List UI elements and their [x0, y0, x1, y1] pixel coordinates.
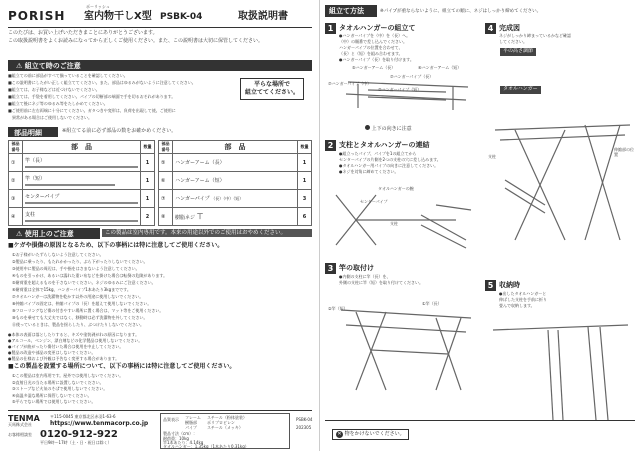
spec-frame-value: スチール（粉体塗装）	[207, 415, 247, 420]
warning-item: ①お子様がいたずらしないよう注意してください。	[12, 252, 104, 257]
warning-item: ③使用中に製品の周辺は、手や指をはさまないよう注意してください。	[12, 266, 140, 271]
placement-item: ⑤平らでない場所では使用しないでください。	[12, 399, 96, 404]
label-pipe-short: ⑦ハンガーパイプ（短）	[378, 87, 422, 92]
company-address: 〒115-0045 東京都北区赤羽1-63-6	[50, 414, 116, 419]
use-notes-sub: この製品は室内専用です。本来の用途以外でのご使用はおやめください。	[102, 229, 312, 237]
step-4-text	[499, 33, 634, 45]
label-stand: 支柱	[390, 221, 398, 226]
warning-item: ②製品に乗ったり、もたれかかったり、ぶら下がったりしないでください。	[12, 259, 148, 264]
step-3-title: 竿の取付け	[339, 264, 374, 272]
load-per-pole: 竿1本あたり：4.14kg	[163, 440, 204, 445]
table-row	[9, 172, 155, 190]
part-cell	[173, 208, 298, 226]
placement-item: ④高温多湿な場所に保管しないでください。	[12, 392, 92, 398]
step-text: ●タオルハンガー用パイプの向きに注意してください。	[339, 163, 439, 168]
warning-item: ⑤耐荷重を超えるものを干さないでください。ネジのゆるみにご注意ください。	[12, 280, 156, 285]
assembly-notes-header: ⚠ 組立て時のご注意	[8, 60, 312, 71]
part-cell	[23, 208, 141, 226]
label-pipe-medium: ⑦ハンガーパイプ（中）	[328, 81, 372, 86]
col-no: 部品番号	[9, 141, 23, 154]
manual-title: 取扱説明書	[238, 11, 288, 22]
placement-title: ■この製品を設置する場所について、以下の事柄には特に注意してご使用ください。	[8, 363, 236, 370]
step-2-text	[339, 151, 479, 175]
parts-table-header	[9, 141, 155, 154]
spec-pipe-value: スチール（メッキ）	[207, 425, 243, 430]
small-notes	[8, 332, 308, 362]
intro-line-2: この取扱説明書をよくお読みになってから正しくご使用ください。また、この説明書は大切に保管してください。	[8, 38, 264, 44]
right-page	[320, 0, 640, 451]
col-part: 部 品	[173, 141, 298, 154]
label-pipe-long: ⑦ハンガーパイプ（長）	[390, 74, 434, 79]
part-cell	[173, 190, 298, 208]
assembly-note: ■組立ての前に部品がすべて揃っていることを確認してください。	[8, 73, 128, 78]
parts-note: ※組立てる前に必ず部品の数をお確かめください。	[62, 128, 177, 134]
part-no: ④	[9, 208, 23, 226]
part-cell	[23, 154, 141, 172]
step-1-title: タオルハンガーの組立て	[339, 24, 416, 32]
small-note: ●アルコール、ベンジン、漂白剤などの化学製品は使用しないでください。	[8, 338, 143, 343]
intro-line-1: このたびは、お買い上げいただきまことにありがとうございます。	[8, 30, 158, 36]
part-cell	[23, 190, 141, 208]
spec-resin-value: ポリプロピレン	[207, 420, 235, 425]
part-no: ⑥	[159, 172, 173, 190]
part-no: ②	[9, 172, 23, 190]
assembly-notes-list	[8, 73, 233, 122]
assembly-note: ■組立て後にネジ等のゆるみ等をたしかめてください。	[8, 101, 108, 106]
placement-item: ③ストーブなど火気のそばで使用しないでください。	[12, 386, 108, 391]
small-note: ●製品の改造や部品の変更はしないでください。	[8, 350, 96, 355]
step-text: ●組立ったパイプ、パイプを1の組立てから	[339, 151, 417, 156]
model-number: PSBK-04	[160, 12, 203, 22]
step-text: ●ネジを対角に締めてください。	[339, 169, 399, 174]
label-pole-long: ①竿（長）	[422, 301, 442, 306]
table-row	[159, 208, 312, 226]
placement-list	[12, 373, 302, 406]
step-text: ●ハンガーパイプ（長）を取り付けます。	[339, 57, 414, 62]
phone-hours: 平日9時〜17時（土・日・祝日は除く）	[40, 440, 112, 445]
part-qty: 1	[141, 190, 155, 208]
footer-rule	[8, 410, 312, 411]
step-2-number: 2	[325, 140, 336, 151]
part-qty: 6	[298, 208, 312, 226]
assembly-note: ■組立ては、手袋を着用してください。パイプの切断部の端面で手を切るおそれがあります。	[8, 94, 176, 99]
length-short: （短）	[233, 196, 244, 201]
assembly-note: ■ご使用前に左右両端に十分にてください。ガタつきや変形は、負荷を出現して使。ご使用に	[8, 108, 176, 113]
placement-item: ②直射日光の当たる場所に設置しないでください。	[12, 379, 104, 385]
step-text: ネジがしっかり締まっているかなど確認	[499, 33, 571, 38]
step-text: ハンガーパイプの位置を合わせて、	[339, 45, 403, 50]
label-arm-short: ⑥ハンガーアーム（短）	[418, 65, 462, 70]
company-url[interactable]: https://www.tenmacorp.co.jp	[50, 420, 149, 427]
col-no: 部品番号	[159, 141, 173, 154]
part-qty: 1	[141, 172, 155, 190]
warning-icon: ⚠	[16, 230, 23, 238]
product-title: 室内物干しX型	[84, 11, 152, 22]
label-towel-arm: タオルハンガーの腕	[378, 186, 414, 191]
assembly-note: ■この説明書にしたがい正しく組立ててください。また、部品はゆるみがないように注意してください。	[8, 80, 196, 85]
step-4-title: 完成図	[499, 24, 520, 32]
part-qty: 2	[141, 208, 155, 226]
step-text: （中）の順番で差し込んでください。	[339, 39, 407, 44]
brand-ruby: ポーリッシュ	[86, 4, 110, 9]
step-text: ●出したタオルハンガーと	[499, 291, 547, 296]
step-4-number: 4	[485, 23, 496, 34]
parts-table-right	[158, 140, 312, 226]
warning-item: ⑦タオルハンガーは洗濯物を乾かす以外の用途に使用しないでください。	[12, 294, 144, 299]
assembly-note: ■組立ては、お子様などは近づけないでください。	[8, 87, 100, 92]
col-part: 部 品	[23, 141, 141, 154]
part-name: センターパイプ	[25, 194, 60, 200]
step-5-number: 5	[485, 280, 496, 291]
phone-number[interactable]: 0120-912-922	[40, 429, 118, 440]
warning-list	[12, 252, 302, 329]
length-long: （長）	[211, 196, 224, 201]
step-1-text	[339, 33, 479, 63]
assembly-note: 異常がある場合はご使用しないでください。	[8, 115, 92, 120]
warning-item: ⑩ものを乗せても大丈夫ではなく、移動時は必ず洗濯物を外してください。	[12, 315, 148, 320]
table-row	[159, 190, 312, 208]
warning-item: ④ものを引っかけ、あるいは濡れた重い布などを掛けた場合は転倒の危険があります。	[12, 273, 168, 278]
part-name: 支柱	[25, 212, 36, 218]
part-no: ⑤	[159, 154, 173, 172]
step-4-illustration	[485, 110, 635, 250]
part-no: ③	[9, 190, 23, 208]
spec-resin-label: 樹脂部	[185, 420, 197, 425]
company-logo: TENMA	[8, 414, 40, 423]
date-code: 202305	[296, 425, 312, 430]
table-row	[159, 172, 312, 190]
step-1-orientation-note: 上下の向きに注意	[365, 125, 412, 133]
parts-table-header	[159, 141, 312, 154]
spec-box	[160, 413, 290, 449]
part-name: 竿（長）	[25, 158, 46, 164]
step-text: してください。	[499, 39, 527, 44]
flat-place-note: 平らな場所で 組立ててください。	[240, 78, 304, 100]
stand-illustration	[25, 220, 138, 222]
step-1-orientation-icon	[365, 125, 370, 130]
spec-pipe-label: パイプ	[185, 425, 197, 430]
use-notes-header: ⚠ 使用上のご注意	[8, 228, 100, 239]
model-code: PSBK-04	[296, 417, 313, 422]
length-medium: （中）	[223, 196, 234, 201]
part-name: ハンガーパイプ	[175, 196, 210, 202]
warning-icon: ⚠	[16, 62, 23, 70]
label-arm-long: ⑤ハンガーアーム（長）	[352, 65, 396, 70]
part-name: ハンガーアーム（短）	[173, 172, 298, 190]
col-qty: 数量	[141, 141, 155, 154]
step-3-illustration	[326, 290, 478, 400]
warning-item: ⑪使っているときは、製品を揺らしたり、ぶつけたりしないでください。	[12, 322, 144, 327]
step-3-text	[339, 274, 479, 286]
step-text: ●内側の支柱に竿（長）を、	[339, 274, 391, 279]
part-qty: 1	[298, 154, 312, 172]
step-5-title: 収納時	[499, 281, 520, 289]
parts-table-left	[8, 140, 155, 226]
part-no: ⑧	[159, 208, 173, 226]
step-3-number: 3	[325, 263, 336, 274]
screw-icon: ⊤	[196, 212, 204, 221]
part-cell	[23, 172, 141, 190]
spec-label: 品質表示	[163, 417, 179, 422]
step-text: 畳んで収納します。	[499, 303, 535, 308]
small-note: ●製品の仕様および外観は予告なく変更する場合があります。	[8, 356, 120, 361]
table-row	[9, 208, 155, 226]
part-name: ハンガーアーム（長）	[173, 154, 298, 172]
label-telescopic: 伸縮部の位置	[614, 147, 634, 157]
step-text: 外側の支柱に竿（短）を取り付けてください。	[339, 280, 423, 285]
label-pole-short: ②竿（短）	[328, 306, 348, 311]
height-adjust-tag: 平の高さ調節	[500, 48, 536, 56]
small-note: ●パイプが曲がったり傷付いた場合は使用を中止してください。	[8, 344, 124, 349]
footer-rule	[325, 420, 635, 421]
step-1-number: 1	[325, 23, 336, 34]
step-text: センターパイプの片側を2つの支柱の穴に差し込みます。	[339, 157, 441, 162]
part-no: ①	[9, 154, 23, 172]
part-name: 樹脂ネジ	[175, 215, 196, 221]
brand-logo: PORISH	[8, 9, 66, 23]
step-text: （長）と（短）を組み合わせます。	[339, 51, 403, 56]
placement-item: ①この製品は室内専用です。屋外では使用しないでください。	[12, 373, 124, 378]
table-row	[9, 190, 155, 208]
load-total: 耐荷重：10kg	[163, 436, 189, 441]
spec-frame-label: フレーム	[185, 415, 201, 420]
part-qty: 1	[298, 172, 312, 190]
warning-item: ⑧仲縮パイプの固定は、仲縮パイプの（長）を超えて使用しないでください。	[12, 301, 152, 306]
pipe-illustration	[25, 202, 138, 204]
towel-hanger-tag: タオルハンガー	[500, 86, 541, 94]
part-qty: 1	[141, 154, 155, 172]
load-towel: タオルハンガー：1.35kg（1本あたり0.31kg）	[163, 444, 249, 449]
assembly-method-header: 組立て方法	[325, 5, 377, 17]
step-5-illustration	[488, 315, 633, 425]
step-2-title: 支柱とタオルハンガーの連結	[339, 141, 430, 149]
label-stand-side: 支柱	[488, 154, 496, 159]
no-hanging-icon: ✕	[337, 431, 342, 437]
phone-label: お客様相談室	[8, 432, 32, 437]
table-row	[159, 154, 312, 172]
small-note: ●本体の表面は落としたりすると、キズや塗装剥がれの原因になります。	[8, 332, 140, 337]
footer-note: ✕ 物をかけないでください。	[332, 429, 409, 440]
part-no: ⑦	[159, 190, 173, 208]
pole-illustration	[25, 184, 115, 186]
part-qty: 3	[298, 190, 312, 208]
parts-header: 部品明細	[8, 127, 58, 137]
title-rule	[8, 27, 312, 28]
assembly-method-note: ※パイプが重ならないように、組立ての順に、ネジはしっかり締めてください。	[380, 9, 542, 14]
label-center-pipe: センターパイプ	[360, 199, 388, 204]
warning-item: ⑨フローリングなど傷の付きやすい場所に置く場合は、マット等をご使用ください。	[12, 308, 164, 313]
pole-illustration	[25, 166, 138, 168]
step-text: 伸ばした支柱を手前に折り	[499, 297, 547, 302]
size-label: 製品寸法（cm）：	[163, 431, 198, 436]
warning-title: ■ケガや損傷の原因となるため、以下の事柄には特に注意してご使用ください。	[8, 242, 224, 249]
col-qty: 数量	[298, 141, 312, 154]
company-name: 天馬株式会社	[8, 422, 32, 427]
step-text: ●ハンガーパイプを（中）を（長）へ。	[339, 33, 411, 38]
warning-item: ⑥耐荷重は全体で15kg、ハンガーパイプ1本あたり3kgまでです。	[12, 287, 131, 292]
step-5-text	[499, 291, 634, 309]
part-name: 竿（短）	[25, 176, 46, 182]
table-row	[9, 154, 155, 172]
